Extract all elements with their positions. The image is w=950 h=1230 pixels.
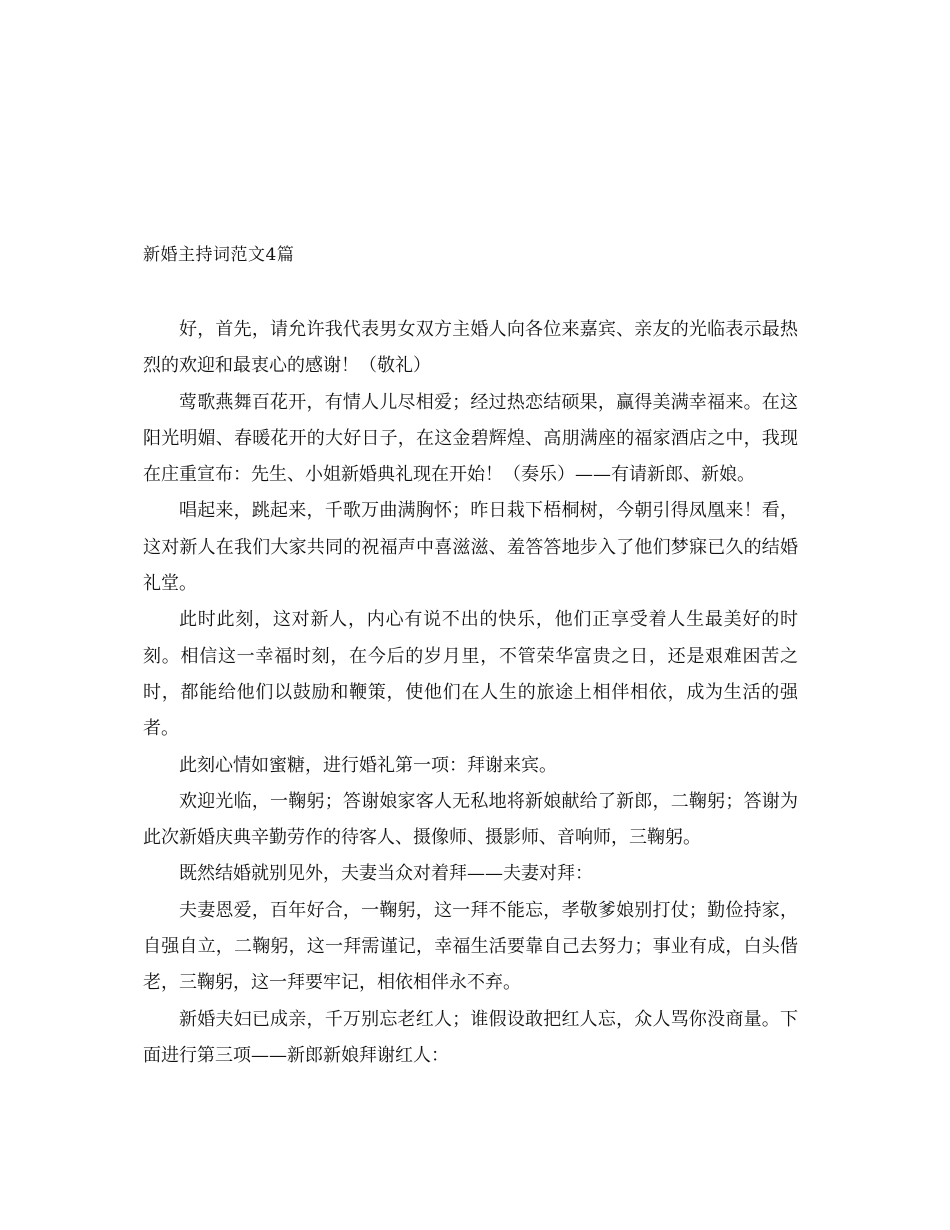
paragraph-4: 此时此刻，这对新人，内心有说不出的快乐，他们正享受着人生最美好的时刻。相信这一幸福时刻，在今后的岁月里，不管荣华富贵之日，还是艰难困苦之时，都能给他们以鼓励和鞭策，使他们在人生的旅途上相伴相依，成为生活的强者。 (143, 609, 798, 740)
paragraph-5: 此刻心情如蜜糖，进行婚礼第一项：拜谢来宾。 (179, 754, 557, 776)
paragraph-1: 好，首先，请允许我代表男女双方主婚人向各位来嘉宾、亲友的光临表示最热烈的欢迎和最衷心的感谢！（敬礼） (143, 319, 798, 377)
paragraph-8: 夫妻恩爱，百年好合，一鞠躬，这一拜不能忘，孝敬爹娘别打仗；勤俭持家，自强自立，二鞠躬，这一拜需谨记，幸福生活要靠自己去努力；事业有成，白头偕老，三鞠躬，这一拜要牢记，相依相伴永不弃。 (143, 899, 798, 994)
document-body (143, 312, 798, 1074)
paragraph-3: 唱起来，跳起来，千歌万曲满胸怀；昨日栽下梧桐树，今朝引得凤凰来！看，这对新人在我们大家共同的祝福声中喜滋滋、羞答答地步入了他们梦寐已久的结婚礼堂。 (143, 500, 798, 595)
paragraph-2: 莺歌燕舞百花开，有情人儿尽相爱；经过热恋结硕果，赢得美满幸福来。在这阳光明媚、春暖花开的大好日子，在这金碧辉煌、高朋满座的福家酒店之中，我现在庄重宣布：先生、小姐新婚典礼现在开始！（奏乐）——有请新郎、新娘。 (143, 391, 798, 486)
paragraph-7: 既然结婚就别见外，夫妻当众对着拜——夫妻对拜： (179, 863, 593, 885)
paragraph-9: 新婚夫妇已成亲，千万别忘老红人；谁假设敢把红人忘，众人骂你没商量。下面进行第三项——新郎新娘拜谢红人： (143, 1008, 798, 1066)
paragraph-6: 欢迎光临，一鞠躬；答谢娘家客人无私地将新娘献给了新郎，二鞠躬；答谢为此次新婚庆典辛勤劳作的待客人、摄像师、摄影师、音响师，三鞠躬。 (143, 790, 798, 849)
document-title: 新婚主持词范文4篇 (143, 245, 295, 265)
